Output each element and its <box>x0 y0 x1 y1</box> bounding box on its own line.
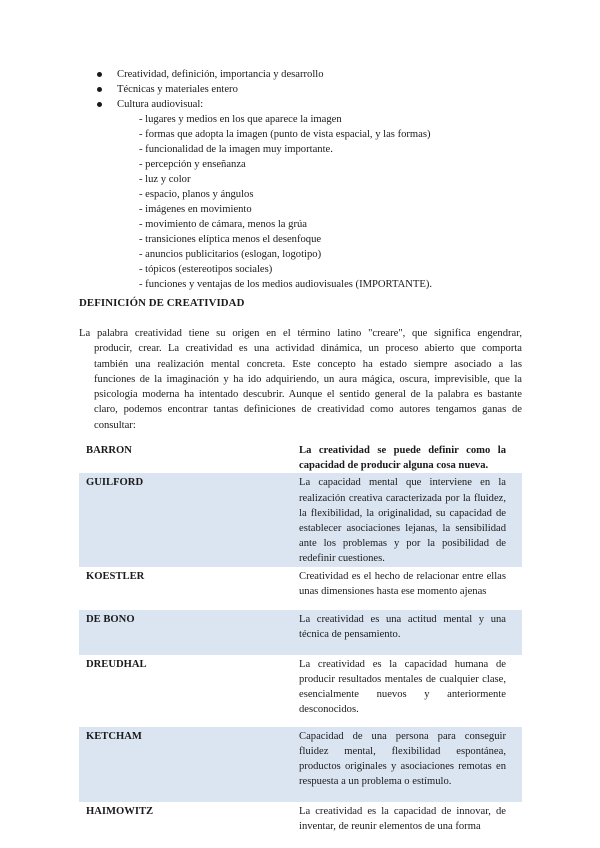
sub-list-item: - tópicos (estereotipos sociales) <box>139 264 273 275</box>
paragraph-line: claro, podemos encontrar tantas definiciones de creatividad como autores tengamos ganas de <box>94 404 522 416</box>
sub-list-item: - movimiento de cámara, menos la grúa <box>139 219 307 230</box>
list-item-label: Creatividad, definición, importancia y desarrollo <box>117 69 324 80</box>
author-cell: BARRON <box>86 445 132 456</box>
sub-list-item: - luz y color <box>139 174 191 185</box>
author-cell: DREUDHAL <box>86 658 147 670</box>
bullet-icon <box>97 87 102 92</box>
bullet-icon <box>97 102 102 107</box>
paragraph-line: funciones de la imaginación y ha ido adquiriendo, un aura mágica, oscura, imprevisible, que la <box>94 373 522 385</box>
author-cell: KOESTLER <box>86 570 145 582</box>
author-cell: DE BONO <box>79 610 292 655</box>
author-cell: GUILFORD <box>79 473 292 566</box>
table-row <box>79 567 522 610</box>
paragraph-line: consultar: <box>94 419 136 431</box>
sub-list-item: - formas que adopta la imagen (punto de vista espacial, y las formas) <box>139 129 431 140</box>
sub-list-item: - imágenes en movimiento <box>139 204 252 215</box>
topic-list <box>95 67 535 292</box>
section-heading: DEFINICIÓN DE CREATIVIDAD <box>79 297 245 309</box>
author-cell: KETCHAM <box>79 727 292 802</box>
paragraph-line: también una realización mental concreta. Este concepto ha estado siempre asociado a las <box>94 358 522 370</box>
definition-cell: Creatividad es el hecho de relacionar entre ellas unas dimensiones hasta ese momento ajenas <box>299 570 506 597</box>
table-row <box>79 802 522 834</box>
list-item-label: Cultura audiovisual: <box>117 99 204 110</box>
sub-list-item: - percepción y enseñanza <box>139 159 246 170</box>
intro-paragraph <box>79 326 522 433</box>
definition-cell: Capacidad de una persona para conseguir fluidez mental, flexibilidad espontánea, productos originales y asociaciones remotas en respuesta a un problema o estímulo. <box>292 727 522 802</box>
sub-list-item: - espacio, planos y ángulos <box>139 189 254 200</box>
bullet-icon <box>97 72 102 77</box>
definition-cell: La creatividad es la capacidad humana de producir resultados mentales de cualquier clase, esencialmente nuevos y anteriormente desconocidos. <box>299 658 506 716</box>
sub-list-item: - anuncios publicitarios (eslogan, logotipo) <box>139 249 322 260</box>
paragraph-line: La palabra creatividad tiene su origen en el término latino "creare", que significa engendrar, <box>79 328 522 339</box>
sub-list-item: - transiciones elíptica menos el desenfoque <box>139 234 322 245</box>
list-item <box>95 82 535 97</box>
sub-list-item: - lugares y medios en los que aparece la imagen <box>139 114 342 125</box>
paragraph-line: producir, crear. La creatividad es una actividad dinámica, un proceso abierto que comporta <box>94 343 522 355</box>
definition-cell: La creatividad es la capacidad de innovar, de inventar, de reunir elementos de una forma <box>299 805 506 832</box>
sub-list-item: - funcionalidad de la imagen muy importante. <box>139 144 333 155</box>
definition-cell: La capacidad mental que interviene en la realización creativa caracterizada por la fluidez, la flexibilidad, la originalidad, su capacidad de establecer asociaciones lejanas, la sensibilidad ante los problemas y por la posibilidad de redefinir cuestiones. <box>292 473 522 566</box>
sub-list <box>117 112 535 292</box>
list-item <box>95 67 535 82</box>
list-item-label: Técnicas y materiales entero <box>117 84 238 95</box>
author-cell: HAIMOWITZ <box>86 805 154 817</box>
table-row <box>79 655 522 727</box>
sub-list-item: - funciones y ventajas de los medios audiovisuales (IMPORTANTE). <box>139 279 433 290</box>
definition-cell: La creatividad es una actitud mental y una técnica de pensamiento. <box>292 610 522 655</box>
list-item <box>95 97 535 292</box>
definition-cell: La creatividad se puede definir como la capacidad de producir alguna cosa nueva. <box>299 445 506 472</box>
table-row <box>79 610 522 655</box>
table-row <box>79 473 522 566</box>
table-row <box>79 727 522 802</box>
table-row <box>79 441 522 473</box>
paragraph-line: psicología moderna ha intentado descubrir. Aunque el sentido general de la palabra es bastante <box>94 389 522 401</box>
definitions-table <box>79 441 522 834</box>
